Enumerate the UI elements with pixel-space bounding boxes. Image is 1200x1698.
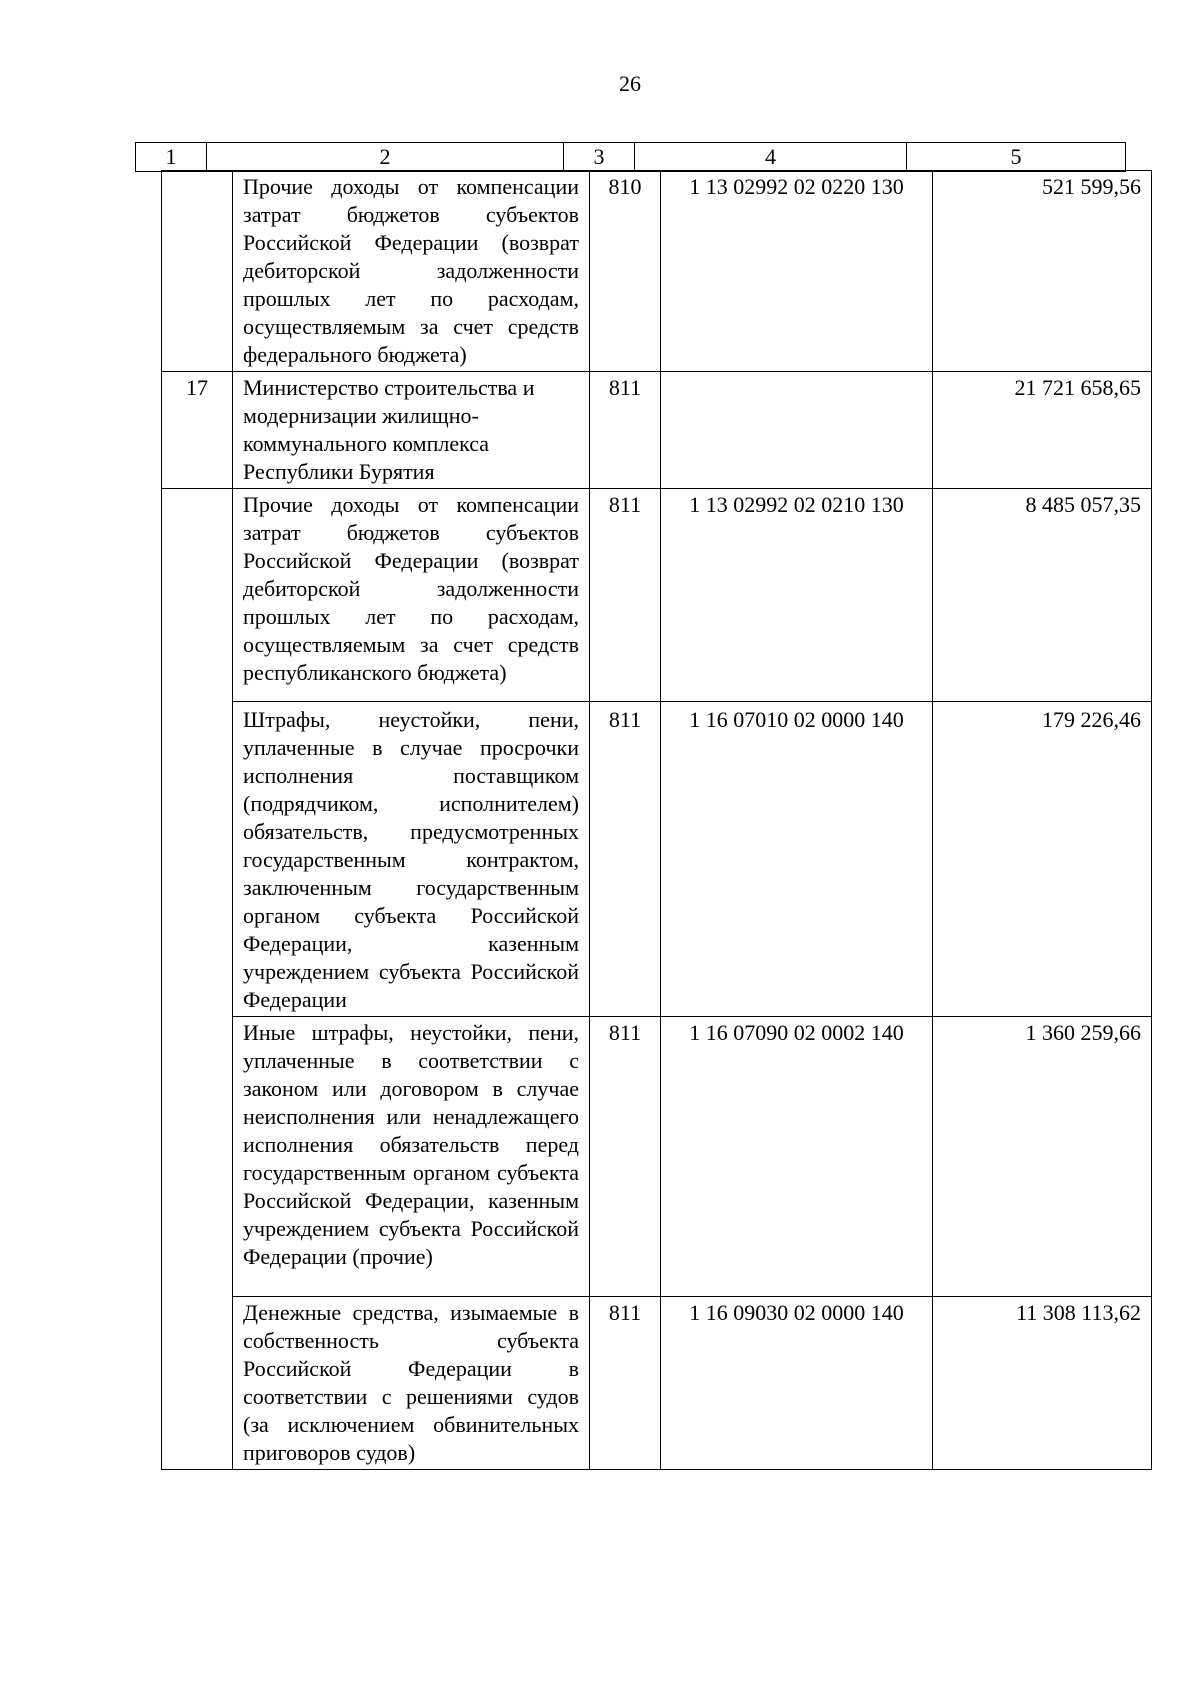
admin-code: 811 <box>590 372 661 489</box>
budget-class-code: 1 16 07090 02 0002 140 <box>661 1017 933 1297</box>
header-col-3: 3 <box>564 143 635 172</box>
admin-code: 811 <box>590 1297 661 1470</box>
header-col-5: 5 <box>907 143 1126 172</box>
table-row <box>162 1297 1152 1470</box>
budget-class-code: 1 16 07010 02 0000 140 <box>661 702 933 1017</box>
amount: 179 226,46 <box>933 702 1152 1017</box>
budget-class-code: 1 16 09030 02 0000 140 <box>661 1297 933 1470</box>
row-number <box>162 489 233 702</box>
revenue-name: Прочие доходы от компенсации затрат бюджетов субъектов Российской Федерации (возврат дебиторской задолженности прошлых лет по расходам, осуществляемым за счет средств федерального бюджета) <box>233 171 590 372</box>
table-row <box>162 171 1152 372</box>
row-number <box>162 702 233 1017</box>
revenue-table <box>161 170 1152 1470</box>
admin-code: 811 <box>590 1017 661 1297</box>
table-row <box>162 372 1152 489</box>
table-row <box>162 1017 1152 1297</box>
admin-code: 811 <box>590 702 661 1017</box>
revenue-name: Штрафы, неустойки, пени, уплаченные в случае просрочки исполнения поставщиком (подрядчиком, исполнителем) обязательств, предусмотренных государственным контрактом, заключенным государственным органом субъекта Российской Федерации, казенным учреждением субъекта Российской Федерации <box>233 702 590 1017</box>
row-number <box>162 1297 233 1470</box>
ministry-name: Министерство строительства и модернизации жилищно-коммунального комплекса Республики Бурятия <box>233 372 590 489</box>
admin-code: 811 <box>590 489 661 702</box>
budget-class-code <box>661 372 933 489</box>
amount: 8 485 057,35 <box>933 489 1152 702</box>
amount: 21 721 658,65 <box>933 372 1152 489</box>
header-col-2: 2 <box>207 143 564 172</box>
table-row <box>162 489 1152 702</box>
revenue-name: Денежные средства, изымаемые в собственность субъекта Российской Федерации в соответствии с решениями судов (за исключением обвинительных приговоров судов) <box>233 1297 590 1470</box>
header-row <box>136 143 1126 172</box>
table-row <box>162 702 1152 1017</box>
budget-class-code: 1 13 02992 02 0220 130 <box>661 171 933 372</box>
budget-class-code: 1 13 02992 02 0210 130 <box>661 489 933 702</box>
amount: 521 599,56 <box>933 171 1152 372</box>
row-number <box>162 1017 233 1297</box>
amount: 1 360 259,66 <box>933 1017 1152 1297</box>
row-number: 17 <box>162 372 233 489</box>
row-number <box>162 171 233 372</box>
column-number-header <box>135 142 1126 172</box>
revenue-name: Прочие доходы от компенсации затрат бюджетов субъектов Российской Федерации (возврат дебиторской задолженности прошлых лет по расходам, осуществляемым за счет средств республиканского бюджета) <box>233 489 590 702</box>
admin-code: 810 <box>590 171 661 372</box>
header-col-1: 1 <box>136 143 207 172</box>
amount: 11 308 113,62 <box>933 1297 1152 1470</box>
page-number: 26 <box>619 71 641 96</box>
revenue-name: Иные штрафы, неустойки, пени, уплаченные в соответствии с законом или договором в случае неисполнения или ненадлежащего исполнения обязательств перед государственным органом субъекта Российской Федерации, казенным учреждением субъекта Российской Федерации (прочие) <box>233 1017 590 1297</box>
header-col-4: 4 <box>635 143 907 172</box>
